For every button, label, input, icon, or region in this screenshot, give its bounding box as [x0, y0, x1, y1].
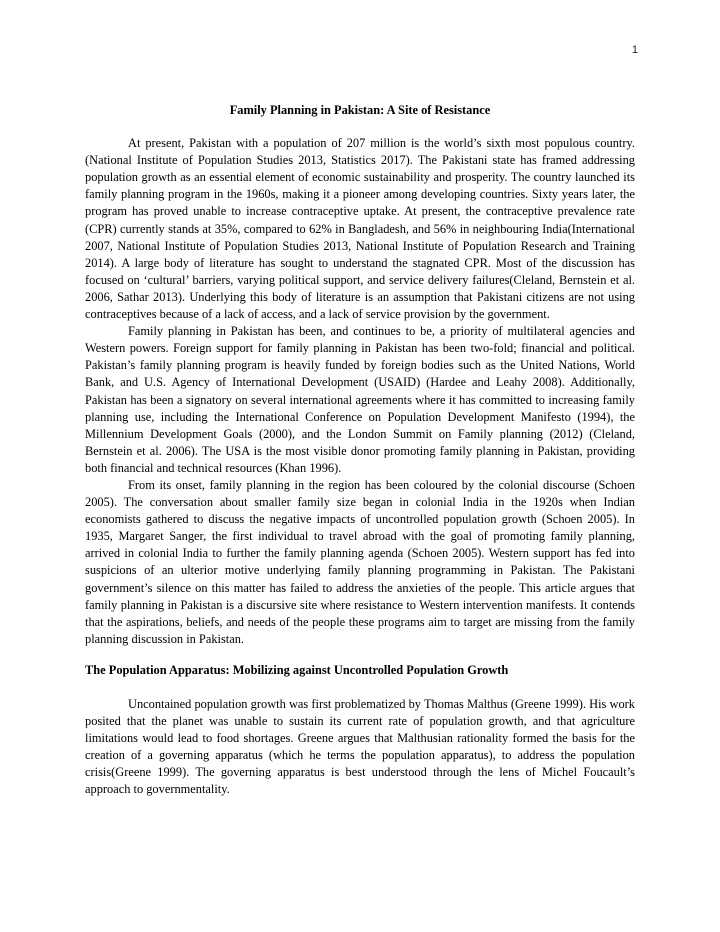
paragraph-intro-3: From its onset, family planning in the region has been coloured by the colonial discourse (Schoen 2005). The conversation about smaller family size began in colonial India in the 1920s when Indian economists gathered to discuss the negative impacts of uncontrolled population growth (Schoen 2005). In 1935, Margaret Sanger, the first individual to travel abroad with the goal of promoting family planning, arrived in colonial India to further the family planning agenda (Schoen 2005). Western support has fed into suspicions of an ulterior motive underlying family planning programming in Pakistan. The Pakistani government’s silence on this matter has failed to address the anxieties of the people. This article argues that family planning in Pakistan is a discursive site where resistance to Western intervention manifests. It contends that the aspirations, beliefs, and needs of the people these programs aim to target are missing from the family planning discussion in Pakistan.: [85, 477, 635, 646]
paragraph-intro-2: Family planning in Pakistan has been, and continues to be, a priority of multilateral agencies and Western powers. Foreign support for family planning in Pakistan has been two-fold; financial and political. Pakistan’s family planning program is heavily funded by foreign bodies such as the United Nations, World Bank, and U.S. Agency of International Development (USAID) (Hardee and Leahy 2008). Additionally, Pakistan has been a signatory on several international agreements where it has committed to increasing family planning use, including the International Conference on Population Development Manifesto (1994), the Millennium Development Goals (2000), and the London Summit on Family planning (2012) (Cleland, Bernstein et al. 2006). The USA is the most visible donor promoting family planning in Pakistan, providing both financial and technical resources (Khan 1996).: [85, 324, 635, 475]
paragraph-section-1: Uncontained population growth was first problematized by Thomas Malthus (Greene 1999). His work posited that the planet was unable to sustain its current rate of population growth, and that agriculture limitations would lead to food shortages. Greene argues that Malthusian rationality formed the basis for the creation of a governing apparatus (which he terms the population apparatus), to address the population crisis(Greene 1999). The governing apparatus is best understood through the lens of Michel Foucault’s approach to governmentality.: [85, 697, 635, 797]
document-body: [85, 102, 635, 799]
section-heading: The Population Apparatus: Mobilizing against Uncontrolled Population Growth: [85, 662, 509, 677]
paragraph-intro-1: At present, Pakistan with a population of 207 million is the world’s sixth most populous country. (National Institute of Population Studies 2013, Statistics 2017). The Pakistani state has framed addressing population growth as an essential element of economic sustainability and prosperity. The country launched its family planning program in the 1960s, making it a pioneer among developing countries. Sixty years later, the program has proved unable to increase contraceptive uptake. At present, the contraceptive prevalence rate (CPR) currently stands at 35%, compared to 62% in Bangladesh, and 56% in neighbouring India(International 2007, National Institute of Population Studies 2013, National Institute of Population Research and Training 2014). A large body of literature has sought to understand the stagnated CPR. Most of the discussion has focused on ‘cultural’ barriers, varying political support, and service delivery failures(Cleland, Bernstein et al. 2006, Sathar 2013). Underlying this body of literature is an assumption that Pakistani citizens are not using contraceptives because of a lack of access, and a lack of service provision by the government.: [85, 136, 635, 322]
page-number: 1: [631, 44, 638, 56]
document-title: Family Planning in Pakistan: A Site of Resistance: [229, 103, 491, 117]
